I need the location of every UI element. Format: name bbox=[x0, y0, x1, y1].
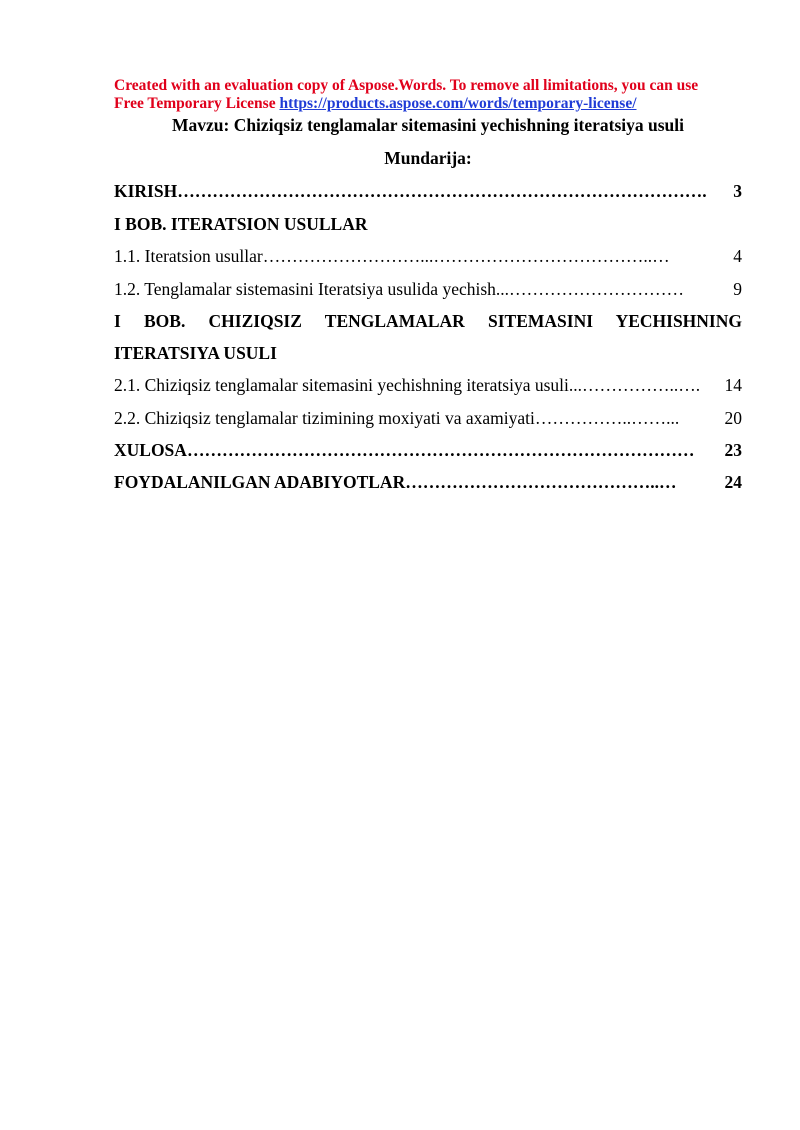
toc-entry-bibliography[interactable] bbox=[114, 472, 742, 492]
toc-chapter-2-heading-line-2[interactable] bbox=[114, 343, 742, 363]
watermark-line-1: Created with an evaluation copy of Aspose.Words. To remove all limitations, you can use bbox=[114, 77, 699, 94]
toc-entry-1-1[interactable] bbox=[114, 246, 742, 266]
toc-entry-label: I BOB. ITERATSION USULLAR bbox=[114, 214, 368, 234]
toc-entry-leader: ...………………………… bbox=[495, 279, 685, 299]
toc-entry-page: 23 bbox=[724, 440, 742, 460]
toc-entry-leader: ………………………...………………………………..… bbox=[262, 246, 670, 266]
watermark-license-label: Free Temporary License bbox=[114, 95, 280, 112]
toc-entry-leader: ………………………………………………………………………………. bbox=[177, 181, 707, 201]
toc-entry-label: 1.1. Iteratsion usullar bbox=[114, 246, 263, 266]
toc-entry-page: 4 bbox=[733, 246, 742, 266]
toc-entry-label: ITERATSIYA USULI bbox=[114, 343, 277, 363]
toc-entry-kirish[interactable] bbox=[114, 181, 742, 201]
toc-entry-label: FOYDALANILGAN ADABIYOTLAR bbox=[114, 472, 406, 492]
toc-chapter-1-heading[interactable] bbox=[114, 214, 742, 234]
toc-entry-label: XULOSA bbox=[114, 440, 187, 460]
toc-entry-label: 2.1. Chiziqsiz tenglamalar sitemasini yechishning iteratsiya usuli bbox=[114, 375, 569, 395]
toc-entry-xulosa[interactable] bbox=[114, 440, 742, 460]
toc-entry-page: 3 bbox=[733, 181, 742, 201]
document-title: Mavzu: Chiziqsiz tenglamalar sitemasini yechishning iteratsiya usuli bbox=[171, 115, 685, 135]
toc-entry-1-2[interactable] bbox=[114, 279, 742, 299]
toc-entry-leader: …………………………………………………………………………… bbox=[186, 440, 695, 460]
toc-entry-page: 9 bbox=[733, 279, 742, 299]
evaluation-watermark bbox=[114, 77, 754, 113]
toc-entry-2-2[interactable] bbox=[114, 408, 742, 428]
toc-entry-page: 24 bbox=[724, 472, 742, 492]
toc-entry-label: 2.2. Chiziqsiz tenglamalar tizimining moxiyati va axamiyati bbox=[114, 408, 535, 428]
toc-entry-2-1[interactable] bbox=[114, 375, 742, 395]
toc-entry-label: 1.2. Tenglamalar sistemasini Iteratsiya usulida yechish bbox=[114, 279, 496, 299]
toc-entry-leader: ……………………………………..… bbox=[405, 472, 677, 492]
watermark-line-2 bbox=[114, 95, 754, 113]
toc-entry-leader: ……………..……... bbox=[534, 408, 680, 428]
toc-entry-leader: ...……………..…. bbox=[568, 375, 701, 395]
toc-chapter-2-heading-line-1[interactable]: I BOB. CHIZIQSIZ TENGLAMALAR SITEMASINI YECHISHNING bbox=[114, 311, 742, 331]
toc-entry-label: KIRISH bbox=[114, 181, 178, 201]
temporary-license-link[interactable]: https://products.aspose.com/words/temporary-license/ bbox=[279, 95, 637, 112]
contents-heading: Mundarija: bbox=[384, 148, 472, 168]
toc-entry-page: 14 bbox=[724, 375, 742, 395]
toc-entry-page: 20 bbox=[724, 408, 742, 428]
